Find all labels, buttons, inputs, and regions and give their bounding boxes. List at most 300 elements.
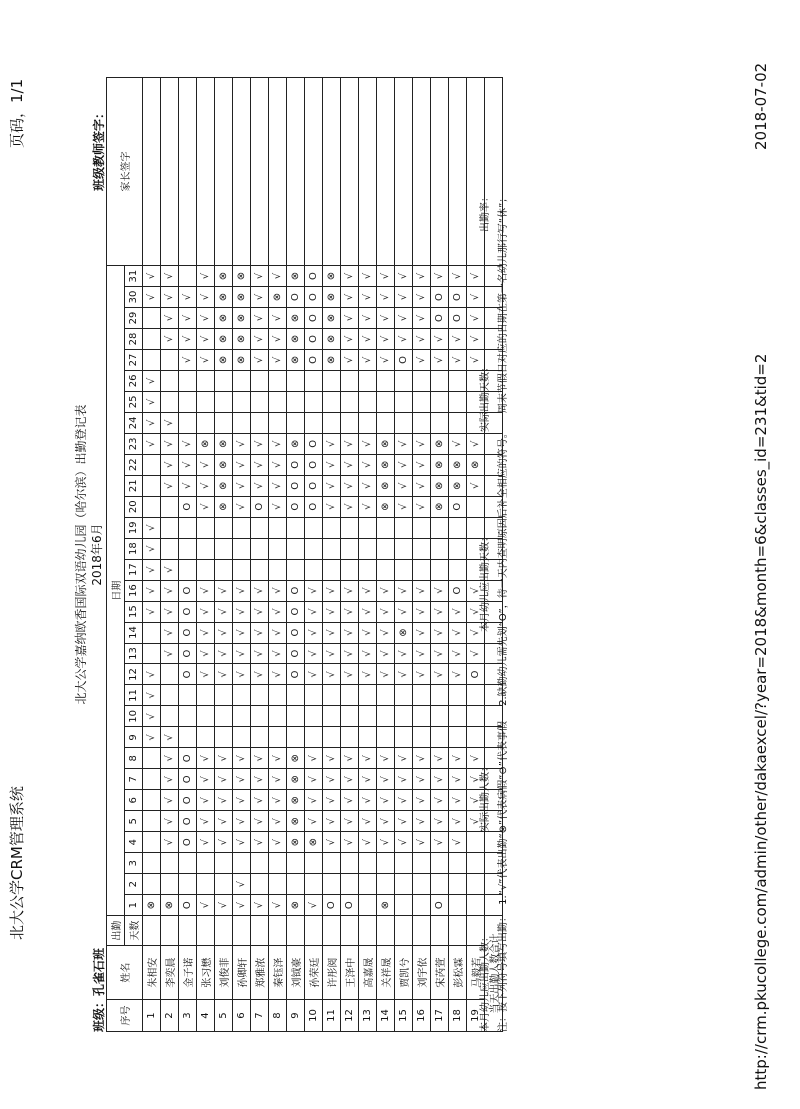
day-cell[interactable] [161,664,179,685]
day-cell[interactable] [143,349,161,370]
day-cell[interactable]: √ [269,266,287,287]
day-cell[interactable]: O [305,287,323,308]
day-cell[interactable]: √ [251,832,269,853]
day-cell[interactable] [197,685,215,706]
day-cell[interactable]: √ [341,811,359,832]
day-cell[interactable] [233,853,251,874]
day-cell[interactable] [323,559,341,580]
day-cell[interactable] [413,517,431,538]
day-cell[interactable] [377,517,395,538]
day-cell[interactable] [305,412,323,433]
day-cell[interactable] [323,517,341,538]
day-cell[interactable]: ⊗ [287,790,305,811]
day-cell[interactable] [413,727,431,748]
day-cell[interactable] [251,853,269,874]
day-cell[interactable]: √ [215,664,233,685]
day-cell[interactable]: O [287,580,305,601]
day-cell[interactable] [233,538,251,559]
day-cell[interactable]: √ [233,496,251,517]
day-cell[interactable] [377,874,395,895]
day-cell[interactable]: ⊗ [215,349,233,370]
day-cell[interactable]: ⊗ [323,328,341,349]
day-cell[interactable]: O [179,496,197,517]
day-cell[interactable]: √ [161,769,179,790]
day-cell[interactable]: ⊗ [287,811,305,832]
day-cell[interactable] [431,874,449,895]
day-cell[interactable] [269,517,287,538]
day-cell[interactable]: √ [341,769,359,790]
day-cell[interactable]: O [179,601,197,622]
day-cell[interactable]: √ [161,266,179,287]
day-cell[interactable] [449,706,467,727]
day-cell[interactable] [287,874,305,895]
day-cell[interactable] [377,559,395,580]
day-cell[interactable] [377,853,395,874]
day-cell[interactable]: √ [413,433,431,454]
day-cell[interactable] [449,853,467,874]
day-cell[interactable] [251,517,269,538]
day-cell[interactable]: ⊗ [377,433,395,454]
day-cell[interactable] [179,559,197,580]
day-cell[interactable]: √ [341,622,359,643]
day-cell[interactable] [179,538,197,559]
day-cell[interactable] [161,853,179,874]
day-cell[interactable]: ⊗ [287,308,305,329]
parent-sign-cell[interactable] [233,78,251,266]
day-cell[interactable]: √ [359,643,377,664]
day-cell[interactable]: √ [377,287,395,308]
day-cell[interactable] [359,685,377,706]
day-cell[interactable]: √ [359,748,377,769]
day-cell[interactable]: √ [179,308,197,329]
day-cell[interactable]: ⊗ [287,832,305,853]
day-cell[interactable]: √ [233,769,251,790]
day-cell[interactable]: √ [251,895,269,916]
day-cell[interactable]: √ [341,496,359,517]
day-cell[interactable]: √ [395,811,413,832]
day-cell[interactable]: √ [467,748,485,769]
day-cell[interactable] [395,559,413,580]
day-cell[interactable]: √ [359,496,377,517]
day-cell[interactable]: √ [395,496,413,517]
day-cell[interactable] [431,370,449,391]
day-cell[interactable]: √ [251,287,269,308]
day-cell[interactable]: ⊗ [215,454,233,475]
day-cell[interactable]: √ [467,308,485,329]
day-cell[interactable] [269,412,287,433]
day-cell[interactable]: √ [431,580,449,601]
day-cell[interactable]: O [179,643,197,664]
day-cell[interactable]: √ [251,790,269,811]
day-cell[interactable]: ⊗ [215,475,233,496]
parent-sign-cell[interactable] [341,78,359,266]
day-cell[interactable]: √ [377,308,395,329]
day-cell[interactable]: √ [341,287,359,308]
day-cell[interactable]: ⊗ [233,266,251,287]
day-cell[interactable]: √ [251,622,269,643]
day-cell[interactable] [179,370,197,391]
day-cell[interactable]: ⊗ [215,433,233,454]
day-cell[interactable]: √ [377,832,395,853]
day-cell[interactable] [179,266,197,287]
day-cell[interactable] [359,559,377,580]
day-cell[interactable] [197,559,215,580]
day-cell[interactable] [413,895,431,916]
day-cell[interactable]: √ [377,748,395,769]
day-cell[interactable]: √ [413,643,431,664]
day-cell[interactable]: √ [395,308,413,329]
day-cell[interactable] [449,685,467,706]
day-cell[interactable]: √ [359,287,377,308]
day-cell[interactable]: √ [413,308,431,329]
day-cell[interactable] [377,685,395,706]
day-cell[interactable]: √ [197,287,215,308]
day-cell[interactable]: √ [467,328,485,349]
day-cell[interactable] [197,412,215,433]
day-cell[interactable]: √ [269,328,287,349]
day-cell[interactable]: √ [341,580,359,601]
day-cell[interactable] [359,895,377,916]
day-cell[interactable]: √ [413,664,431,685]
day-cell[interactable]: O [251,496,269,517]
day-cell[interactable]: ⊗ [215,266,233,287]
day-cell[interactable]: √ [233,580,251,601]
day-cell[interactable]: √ [233,790,251,811]
day-cell[interactable]: √ [179,328,197,349]
day-cell[interactable]: O [341,895,359,916]
day-cell[interactable]: √ [233,454,251,475]
day-cell[interactable] [395,685,413,706]
day-cell[interactable]: √ [161,328,179,349]
day-cell[interactable] [233,559,251,580]
day-cell[interactable] [251,706,269,727]
day-cell[interactable]: √ [449,266,467,287]
day-cell[interactable] [143,832,161,853]
day-cell[interactable]: √ [395,580,413,601]
day-cell[interactable] [413,706,431,727]
day-cell[interactable]: √ [413,832,431,853]
day-cell[interactable] [395,853,413,874]
day-cell[interactable]: √ [179,287,197,308]
day-cell[interactable] [251,727,269,748]
day-cell[interactable] [215,706,233,727]
day-cell[interactable] [449,559,467,580]
day-cell[interactable]: √ [449,433,467,454]
day-cell[interactable]: O [449,308,467,329]
day-cell[interactable]: √ [233,832,251,853]
day-cell[interactable]: √ [197,769,215,790]
day-cell[interactable]: √ [251,811,269,832]
day-cell[interactable]: √ [323,475,341,496]
day-cell[interactable]: O [287,622,305,643]
day-cell[interactable]: O [179,748,197,769]
day-cell[interactable]: √ [269,454,287,475]
day-cell[interactable]: √ [143,370,161,391]
day-cell[interactable] [395,727,413,748]
day-cell[interactable]: √ [395,287,413,308]
day-cell[interactable] [251,559,269,580]
day-cell[interactable]: √ [341,433,359,454]
day-cell[interactable]: √ [341,266,359,287]
day-cell[interactable] [323,727,341,748]
day-cell[interactable]: √ [161,580,179,601]
day-cell[interactable]: √ [413,580,431,601]
day-cell[interactable] [197,706,215,727]
day-cell[interactable]: √ [341,790,359,811]
day-cell[interactable]: ⊗ [197,433,215,454]
day-cell[interactable] [233,391,251,412]
day-cell[interactable] [143,748,161,769]
day-cell[interactable]: √ [197,748,215,769]
day-cell[interactable]: √ [377,664,395,685]
day-cell[interactable]: √ [449,601,467,622]
day-cell[interactable]: √ [395,643,413,664]
day-cell[interactable]: √ [305,664,323,685]
day-cell[interactable]: O [305,496,323,517]
day-cell[interactable]: √ [215,748,233,769]
day-cell[interactable]: √ [431,328,449,349]
day-cell[interactable]: √ [215,832,233,853]
day-cell[interactable]: √ [323,601,341,622]
day-cell[interactable]: √ [359,349,377,370]
day-cell[interactable] [341,370,359,391]
day-cell[interactable]: √ [269,769,287,790]
day-cell[interactable]: ⊗ [215,496,233,517]
day-cell[interactable] [323,853,341,874]
day-cell[interactable] [269,391,287,412]
day-cell[interactable]: √ [143,601,161,622]
day-cell[interactable]: ⊗ [233,308,251,329]
day-cell[interactable]: √ [431,601,449,622]
day-cell[interactable] [377,727,395,748]
day-cell[interactable] [341,706,359,727]
day-cell[interactable]: √ [251,601,269,622]
day-cell[interactable]: √ [413,811,431,832]
day-cell[interactable]: √ [161,601,179,622]
day-cell[interactable]: √ [197,622,215,643]
day-cell[interactable]: √ [161,727,179,748]
day-cell[interactable] [395,517,413,538]
day-cell[interactable] [305,559,323,580]
day-cell[interactable]: √ [377,601,395,622]
day-cell[interactable] [395,538,413,559]
parent-sign-cell[interactable] [449,78,467,266]
day-cell[interactable] [431,706,449,727]
day-cell[interactable]: √ [233,748,251,769]
day-cell[interactable]: √ [143,664,161,685]
day-cell[interactable] [215,370,233,391]
day-cell[interactable]: √ [143,412,161,433]
day-cell[interactable]: √ [413,790,431,811]
day-cell[interactable]: √ [197,349,215,370]
day-cell[interactable] [269,370,287,391]
day-cell[interactable]: √ [197,601,215,622]
day-cell[interactable]: √ [161,790,179,811]
day-cell[interactable]: √ [197,328,215,349]
day-cell[interactable]: O [431,308,449,329]
day-cell[interactable] [161,496,179,517]
day-cell[interactable]: O [431,287,449,308]
day-cell[interactable] [143,622,161,643]
day-cell[interactable] [287,853,305,874]
day-cell[interactable]: ⊗ [431,475,449,496]
day-cell[interactable]: ⊗ [377,496,395,517]
day-cell[interactable]: √ [323,580,341,601]
day-cell[interactable]: √ [269,622,287,643]
day-cell[interactable]: ⊗ [287,769,305,790]
day-cell[interactable]: √ [467,475,485,496]
day-cell[interactable] [251,874,269,895]
day-cell[interactable] [359,370,377,391]
day-cell[interactable]: √ [413,287,431,308]
day-cell[interactable]: ⊗ [431,454,449,475]
day-cell[interactable]: √ [323,832,341,853]
day-cell[interactable]: √ [395,748,413,769]
day-cell[interactable] [179,727,197,748]
day-cell[interactable] [161,349,179,370]
day-cell[interactable]: √ [341,475,359,496]
day-cell[interactable]: √ [197,664,215,685]
day-cell[interactable]: √ [467,580,485,601]
day-cell[interactable]: √ [269,349,287,370]
day-cell[interactable]: O [179,811,197,832]
day-cell[interactable]: √ [161,748,179,769]
day-cell[interactable]: √ [305,895,323,916]
day-cell[interactable] [143,475,161,496]
day-cell[interactable]: √ [431,790,449,811]
day-cell[interactable]: √ [251,769,269,790]
day-cell[interactable]: √ [251,475,269,496]
day-cell[interactable]: √ [323,664,341,685]
parent-sign-cell[interactable] [269,78,287,266]
day-cell[interactable] [341,727,359,748]
day-cell[interactable] [341,874,359,895]
day-cell[interactable]: √ [395,266,413,287]
day-cell[interactable]: √ [395,475,413,496]
day-cell[interactable] [251,685,269,706]
day-cell[interactable]: ⊗ [449,454,467,475]
parent-sign-cell[interactable] [323,78,341,266]
day-cell[interactable] [449,370,467,391]
day-cell[interactable] [395,706,413,727]
day-cell[interactable]: √ [233,622,251,643]
day-cell[interactable]: √ [467,790,485,811]
day-cell[interactable]: √ [251,266,269,287]
day-cell[interactable]: √ [143,287,161,308]
day-cell[interactable] [395,412,413,433]
day-cell[interactable] [269,853,287,874]
day-cell[interactable] [431,727,449,748]
day-cell[interactable] [449,412,467,433]
day-cell[interactable]: √ [359,328,377,349]
day-cell[interactable] [233,685,251,706]
day-cell[interactable] [287,538,305,559]
day-cell[interactable]: √ [413,496,431,517]
day-cell[interactable] [359,538,377,559]
day-cell[interactable]: √ [143,266,161,287]
day-cell[interactable] [233,727,251,748]
day-cell[interactable] [341,685,359,706]
parent-sign-cell[interactable] [305,78,323,266]
parent-sign-cell[interactable] [215,78,233,266]
day-cell[interactable]: √ [161,475,179,496]
day-cell[interactable]: √ [197,832,215,853]
day-cell[interactable] [413,391,431,412]
day-cell[interactable]: √ [467,622,485,643]
parent-sign-cell[interactable] [431,78,449,266]
day-cell[interactable]: √ [323,496,341,517]
day-cell[interactable] [305,706,323,727]
day-cell[interactable]: √ [251,308,269,329]
day-cell[interactable]: O [287,454,305,475]
day-cell[interactable]: √ [323,643,341,664]
day-cell[interactable]: √ [269,601,287,622]
day-cell[interactable]: O [179,664,197,685]
day-cell[interactable]: ⊗ [287,748,305,769]
parent-sign-cell[interactable] [143,78,161,266]
day-cell[interactable]: √ [449,643,467,664]
day-cell[interactable]: ⊗ [305,832,323,853]
day-cell[interactable]: √ [161,622,179,643]
day-cell[interactable] [341,391,359,412]
day-cell[interactable] [179,391,197,412]
day-cell[interactable]: O [287,496,305,517]
day-cell[interactable]: √ [323,622,341,643]
day-cell[interactable]: √ [215,895,233,916]
day-cell[interactable] [305,685,323,706]
day-cell[interactable]: √ [395,664,413,685]
day-cell[interactable] [431,412,449,433]
day-cell[interactable]: O [467,664,485,685]
day-cell[interactable] [377,706,395,727]
day-cell[interactable]: √ [233,601,251,622]
day-cell[interactable]: √ [305,748,323,769]
day-cell[interactable]: ⊗ [233,328,251,349]
day-cell[interactable]: √ [269,475,287,496]
day-cell[interactable] [341,517,359,538]
day-cell[interactable]: √ [197,266,215,287]
day-cell[interactable] [431,853,449,874]
day-cell[interactable]: √ [233,874,251,895]
day-cell[interactable]: ⊗ [287,349,305,370]
day-cell[interactable] [413,685,431,706]
day-cell[interactable]: ⊗ [467,454,485,475]
day-cell[interactable] [395,391,413,412]
day-cell[interactable]: √ [143,706,161,727]
day-cell[interactable]: √ [395,433,413,454]
day-cell[interactable]: √ [449,811,467,832]
day-cell[interactable] [179,685,197,706]
day-cell[interactable]: √ [269,664,287,685]
day-cell[interactable] [233,517,251,538]
day-cell[interactable]: √ [395,790,413,811]
day-cell[interactable]: √ [323,454,341,475]
day-cell[interactable]: √ [413,601,431,622]
day-cell[interactable] [413,874,431,895]
day-cell[interactable] [305,727,323,748]
day-cell[interactable]: √ [377,643,395,664]
day-cell[interactable]: √ [431,664,449,685]
day-cell[interactable]: √ [179,349,197,370]
day-cell[interactable] [161,370,179,391]
day-cell[interactable] [161,517,179,538]
day-cell[interactable]: √ [323,790,341,811]
day-cell[interactable]: √ [341,601,359,622]
day-cell[interactable]: √ [269,433,287,454]
day-cell[interactable]: √ [305,769,323,790]
day-cell[interactable]: √ [269,811,287,832]
day-cell[interactable]: √ [143,538,161,559]
